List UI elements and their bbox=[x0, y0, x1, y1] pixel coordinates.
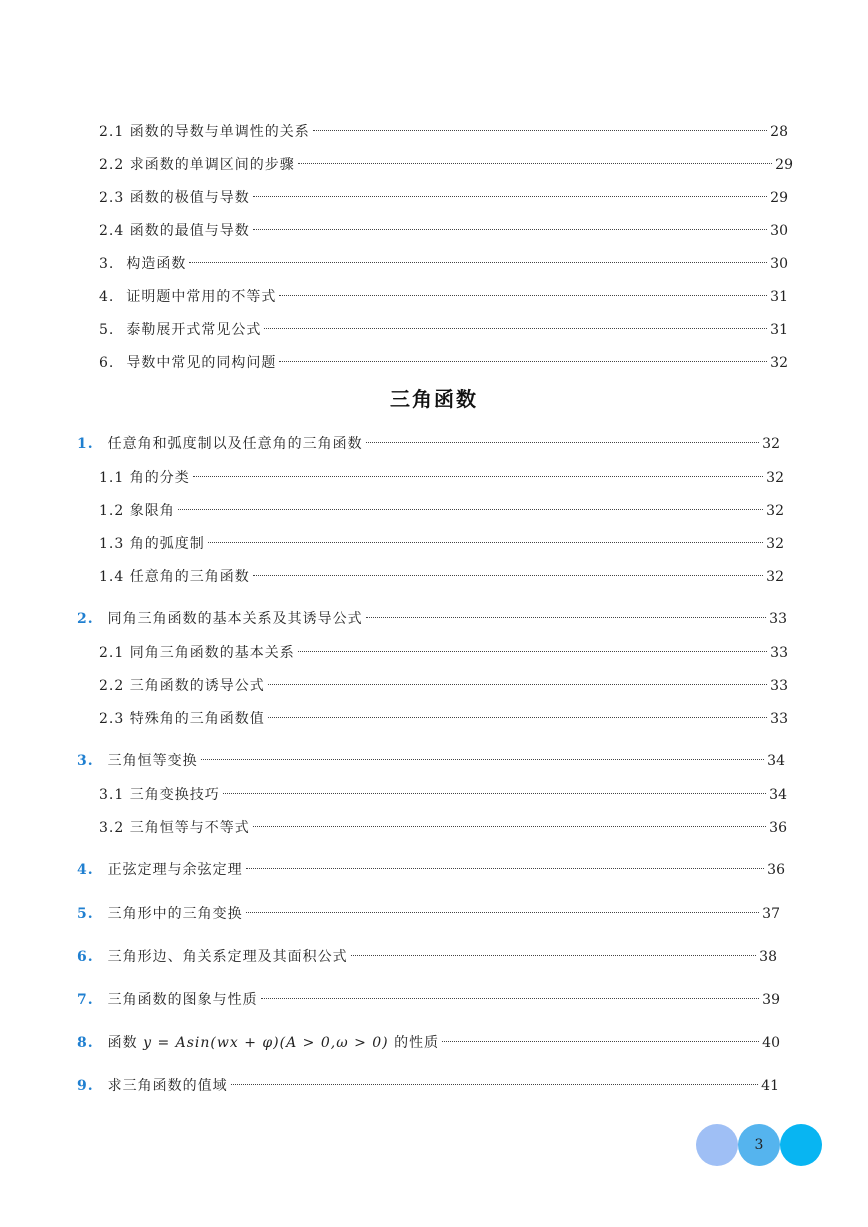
toc-entry-page: 31 bbox=[770, 289, 788, 305]
leader-dots bbox=[223, 779, 766, 799]
chapter-page: 41 bbox=[761, 1078, 779, 1094]
chapter-page: 33 bbox=[769, 611, 787, 627]
leader-dots bbox=[178, 495, 763, 515]
chapter-label: 求三角函数的值域 bbox=[107, 1078, 228, 1094]
toc-entry-page: 34 bbox=[769, 787, 787, 803]
toc-entry-label: 1.2 象限角 bbox=[99, 503, 175, 519]
leader-dots bbox=[253, 182, 767, 202]
chapter-label: 三角函数的图象与性质 bbox=[107, 992, 258, 1008]
leader-dots bbox=[351, 941, 757, 961]
toc-entry-label: 2.1 函数的导数与单调性的关系 bbox=[99, 124, 310, 140]
chapter-number: 6. bbox=[77, 949, 94, 965]
decor-circle bbox=[696, 1124, 738, 1166]
leader-dots bbox=[279, 281, 767, 301]
toc-chapter[interactable] bbox=[77, 745, 785, 771]
toc-entry-page: 33 bbox=[770, 678, 788, 694]
toc-entry[interactable] bbox=[99, 149, 793, 175]
leader-dots bbox=[366, 428, 760, 448]
toc-chapter[interactable] bbox=[77, 898, 780, 924]
toc-entry[interactable] bbox=[99, 248, 788, 274]
leader-dots bbox=[264, 314, 767, 334]
chapter-number: 8. bbox=[77, 1035, 94, 1051]
toc-entry[interactable] bbox=[99, 314, 788, 340]
toc-entry-number: 3. bbox=[99, 256, 115, 272]
leader-dots bbox=[366, 603, 767, 623]
leader-dots bbox=[189, 248, 767, 268]
toc-entry[interactable] bbox=[99, 495, 784, 521]
toc-entry-page: 29 bbox=[775, 157, 793, 173]
chapter-label: 三角形边、角关系定理及其面积公式 bbox=[107, 949, 348, 965]
chapter-label: 同角三角函数的基本关系及其诱导公式 bbox=[107, 611, 363, 627]
chapter-page: 34 bbox=[767, 753, 785, 769]
toc-entry[interactable] bbox=[99, 703, 788, 729]
leader-dots bbox=[268, 670, 767, 690]
toc-entry[interactable] bbox=[99, 528, 784, 554]
toc-entry-label: 3.2 三角恒等与不等式 bbox=[99, 820, 250, 836]
leader-dots bbox=[268, 703, 767, 723]
leader-dots bbox=[246, 854, 765, 874]
toc-chapter[interactable] bbox=[77, 428, 780, 454]
chapter-page: 32 bbox=[762, 436, 780, 452]
toc-entry-page: 32 bbox=[766, 569, 784, 585]
page-number: 3 bbox=[754, 1137, 764, 1153]
chapter-number: 9. bbox=[77, 1078, 94, 1094]
leader-dots bbox=[193, 462, 763, 482]
toc-entry-label: 1.4 任意角的三角函数 bbox=[99, 569, 250, 585]
toc-entry-label: 1.1 角的分类 bbox=[99, 470, 190, 486]
toc-entry-page: 30 bbox=[770, 256, 788, 272]
toc-entry[interactable] bbox=[99, 779, 787, 805]
chapter-label-suffix: 的性质 bbox=[394, 1035, 440, 1051]
toc-entry-label: 1.3 角的弧度制 bbox=[99, 536, 205, 552]
chapter-number: 2. bbox=[77, 611, 94, 627]
chapter-page: 36 bbox=[767, 862, 785, 878]
chapter-page: 37 bbox=[762, 906, 780, 922]
leader-dots bbox=[246, 898, 760, 918]
chapter-number: 7. bbox=[77, 992, 94, 1008]
toc-entry-label: 导数中常见的同构问题 bbox=[126, 355, 277, 371]
leader-dots bbox=[208, 528, 763, 548]
toc-entry-page: 29 bbox=[770, 190, 788, 206]
leader-dots bbox=[298, 637, 767, 657]
toc-entry[interactable] bbox=[99, 182, 788, 208]
chapter-page: 39 bbox=[762, 992, 780, 1008]
chapter-number: 3. bbox=[77, 753, 94, 769]
toc-entry[interactable] bbox=[99, 812, 787, 838]
toc-entry[interactable] bbox=[99, 281, 788, 307]
toc-entry-page: 36 bbox=[769, 820, 787, 836]
toc-entry-label: 泰勒展开式常见公式 bbox=[126, 322, 262, 338]
toc-entry[interactable] bbox=[99, 347, 788, 373]
toc-chapter[interactable] bbox=[77, 941, 777, 967]
decor-circle bbox=[780, 1124, 822, 1166]
toc-entry[interactable] bbox=[99, 637, 788, 663]
toc-chapter[interactable] bbox=[77, 1027, 780, 1053]
chapter-label-formula: y = Asin(wx + φ)(A > 0,ω > 0) bbox=[143, 1035, 389, 1051]
toc-entry-label: 3.1 三角变换技巧 bbox=[99, 787, 220, 803]
toc-chapter[interactable] bbox=[77, 984, 780, 1010]
chapter-label: 正弦定理与余弦定理 bbox=[107, 862, 243, 878]
chapter-label: 三角恒等变换 bbox=[107, 753, 198, 769]
toc-entry[interactable] bbox=[99, 462, 784, 488]
toc-entry-page: 33 bbox=[770, 711, 788, 727]
toc-chapter[interactable] bbox=[77, 603, 787, 629]
leader-dots bbox=[279, 347, 767, 367]
leader-dots bbox=[313, 116, 767, 136]
toc-entry-label: 2.1 同角三角函数的基本关系 bbox=[99, 645, 295, 661]
toc-entry-label: 证明题中常用的不等式 bbox=[126, 289, 277, 305]
toc-entry-label: 2.3 特殊角的三角函数值 bbox=[99, 711, 265, 727]
toc-entry[interactable] bbox=[99, 561, 784, 587]
toc-entry-page: 33 bbox=[770, 645, 788, 661]
toc-entry-page: 30 bbox=[770, 223, 788, 239]
leader-dots bbox=[253, 215, 767, 235]
chapter-number: 4. bbox=[77, 862, 94, 878]
toc-entry-page: 32 bbox=[766, 470, 784, 486]
chapter-page: 38 bbox=[759, 949, 777, 965]
toc-entry-label: 2.2 求函数的单调区间的步骤 bbox=[99, 157, 295, 173]
toc-entry-label: 2.2 三角函数的诱导公式 bbox=[99, 678, 265, 694]
toc-entry-label: 2.3 函数的极值与导数 bbox=[99, 190, 250, 206]
leader-dots bbox=[253, 561, 763, 581]
leader-dots bbox=[253, 812, 766, 832]
toc-entry-number: 4. bbox=[99, 289, 115, 305]
toc-entry[interactable] bbox=[99, 670, 788, 696]
toc-entry-page: 31 bbox=[770, 322, 788, 338]
chapter-label-prefix: 函数 bbox=[107, 1035, 138, 1051]
toc-entry-page: 32 bbox=[766, 503, 784, 519]
toc-entry-label: 2.4 函数的最值与导数 bbox=[99, 223, 250, 239]
leader-dots bbox=[201, 745, 765, 765]
toc-entry[interactable] bbox=[99, 116, 788, 142]
toc-entry-number: 6. bbox=[99, 355, 115, 371]
toc-entry-number: 5. bbox=[99, 322, 115, 338]
toc-entry-label: 构造函数 bbox=[126, 256, 187, 272]
chapter-page: 40 bbox=[762, 1035, 780, 1051]
toc-entry-page: 32 bbox=[766, 536, 784, 552]
chapter-number: 5. bbox=[77, 906, 94, 922]
page-number-badge bbox=[696, 1124, 824, 1166]
toc-entry-page: 28 bbox=[770, 124, 788, 140]
toc-entry[interactable] bbox=[99, 215, 788, 241]
leader-dots bbox=[442, 1027, 759, 1047]
toc-chapter[interactable] bbox=[77, 1070, 779, 1096]
toc-chapter[interactable] bbox=[77, 854, 785, 880]
chapter-number: 1. bbox=[77, 436, 94, 452]
chapter-label: 三角形中的三角变换 bbox=[107, 906, 243, 922]
leader-dots bbox=[261, 984, 760, 1004]
toc-entry-page: 32 bbox=[770, 355, 788, 371]
section-title: 三角函数 bbox=[390, 387, 478, 411]
leader-dots bbox=[298, 149, 772, 169]
chapter-label: 任意角和弧度制以及任意角的三角函数 bbox=[107, 436, 363, 452]
leader-dots bbox=[231, 1070, 759, 1090]
